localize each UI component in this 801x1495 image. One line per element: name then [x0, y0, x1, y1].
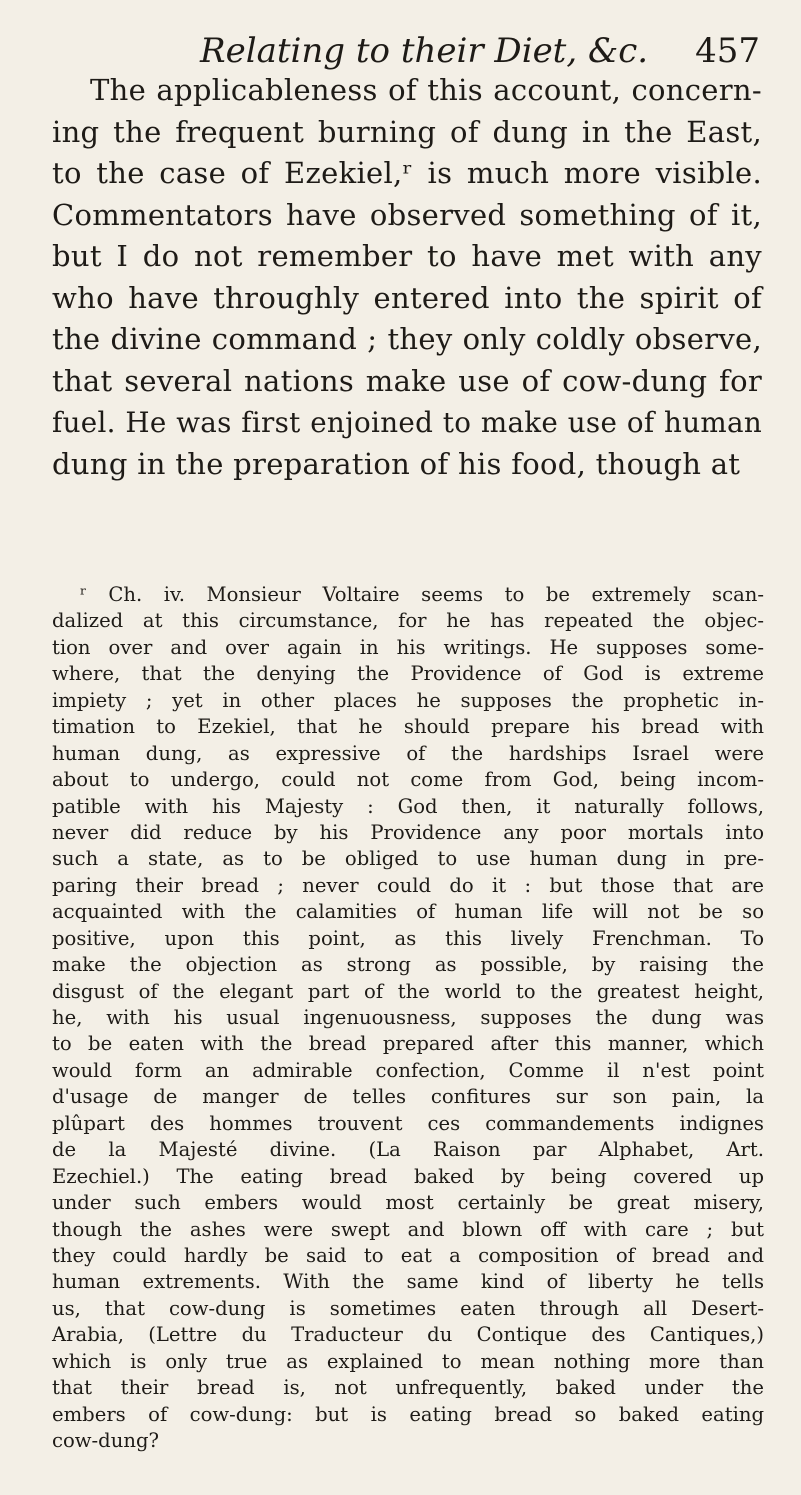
footnote-line: that their bread is, not unfrequently, baked under the: [52, 1376, 764, 1400]
footnote-line: about to undergo, could not come from God, being incom-: [52, 768, 764, 792]
running-head: [200, 28, 760, 74]
footnote-line: human dung, as expressive of the hardships Israel were: [52, 741, 764, 765]
body-line: to the case of Ezekiel,ʳ is much more visible.: [52, 156, 762, 190]
body-line: dung in the preparation of his food, though at: [52, 446, 741, 481]
footnote-line: positive, upon this point, as this lively Frenchman. To: [52, 926, 764, 950]
footnote-line: under such embers would most certainly be great misery,: [52, 1191, 764, 1215]
footnote-line: dalized at this circumstance, for he has repeated the objec-: [52, 609, 764, 633]
footnote-line: timation to Ezekiel, that he should prepare his bread with: [52, 715, 764, 739]
body-line: ing the frequent burning of dung in the East,: [52, 114, 762, 149]
body-line: The applicableness of this account, concern-: [90, 73, 762, 107]
footnote-line: impiety ; yet in other places he supposes the prophetic in-: [52, 688, 764, 712]
page-number: 457: [695, 31, 760, 71]
footnote-line: embers of cow-dung: but is eating bread so baked eating: [52, 1402, 764, 1426]
footnote-line: acquainted with the calamities of human life will not be so: [52, 900, 764, 924]
footnote-line: he, with his usual ingenuousness, supposes the dung was: [52, 1006, 764, 1029]
footnote-line: they could hardly be said to eat a composition of bread and: [52, 1243, 764, 1267]
body-line: the divine command ; they only coldly observe,: [52, 322, 762, 356]
body-line: fuel. He was first enjoined to make use of human: [52, 406, 762, 439]
body-line: who have throughly entered into the spirit of: [52, 280, 762, 315]
footnote-line: disgust of the elegant part of the world to the greatest height,: [52, 979, 764, 1003]
footnote-line: never did reduce by his Providence any poor mortals into: [52, 820, 764, 844]
footnote-line: plûpart des hommes trouvent ces commandements indignes: [52, 1111, 764, 1135]
footnote-line: where, that the denying the Providence of God is extreme: [52, 662, 764, 686]
running-head-title: Relating to their Diet, &c.: [200, 31, 649, 71]
main-paragraph: [52, 70, 762, 485]
footnote: [52, 582, 764, 1454]
footnote-line: cow-dung?: [52, 1429, 159, 1452]
footnote-line: make the objection as strong as possible, by raising the: [52, 953, 764, 977]
footnote-line: would form an admirable confection, Comme il n'est point: [52, 1058, 764, 1082]
footnote-line: which is only true as explained to mean nothing more than: [52, 1349, 764, 1373]
footnote-line: d'usage de manger de telles confitures sur son pain, la: [52, 1085, 764, 1109]
footnote-line: to be eaten with the bread prepared after this manner, which: [52, 1032, 764, 1056]
footnote-line: paring their bread ; never could do it : but those that are: [52, 873, 764, 897]
footnote-line: Arabia, (Lettre du Traducteur du Contique des Cantiques,): [52, 1323, 764, 1347]
footnote-line: patible with his Majesty : God then, it naturally follows,: [52, 794, 764, 818]
footnote-line: tion over and over again in his writings. He supposes some-: [52, 635, 764, 659]
footnote-line: such a state, as to be obliged to use human dung in pre-: [52, 847, 764, 871]
footnote-line: de la Majesté divine. (La Raison par Alphabet, Art.: [52, 1138, 764, 1162]
footnote-line: human extrements. With the same kind of liberty he tells: [52, 1270, 764, 1294]
body-line: that several nations make use of cow-dung for: [52, 363, 762, 398]
footnote-line: though the ashes were swept and blown off with care ; but: [52, 1217, 764, 1241]
body-line: but I do not remember to have met with any: [52, 239, 762, 273]
footnote-line: Ezechiel.) The eating bread baked by being covered up: [52, 1164, 764, 1188]
footnote-line: us, that cow-dung is sometimes eaten through all Desert-: [52, 1296, 764, 1320]
body-line: Commentators have observed something of it,: [52, 197, 762, 232]
footnote-line: ʳ Ch. iv. Monsieur Voltaire seems to be extremely scan-: [80, 583, 764, 606]
